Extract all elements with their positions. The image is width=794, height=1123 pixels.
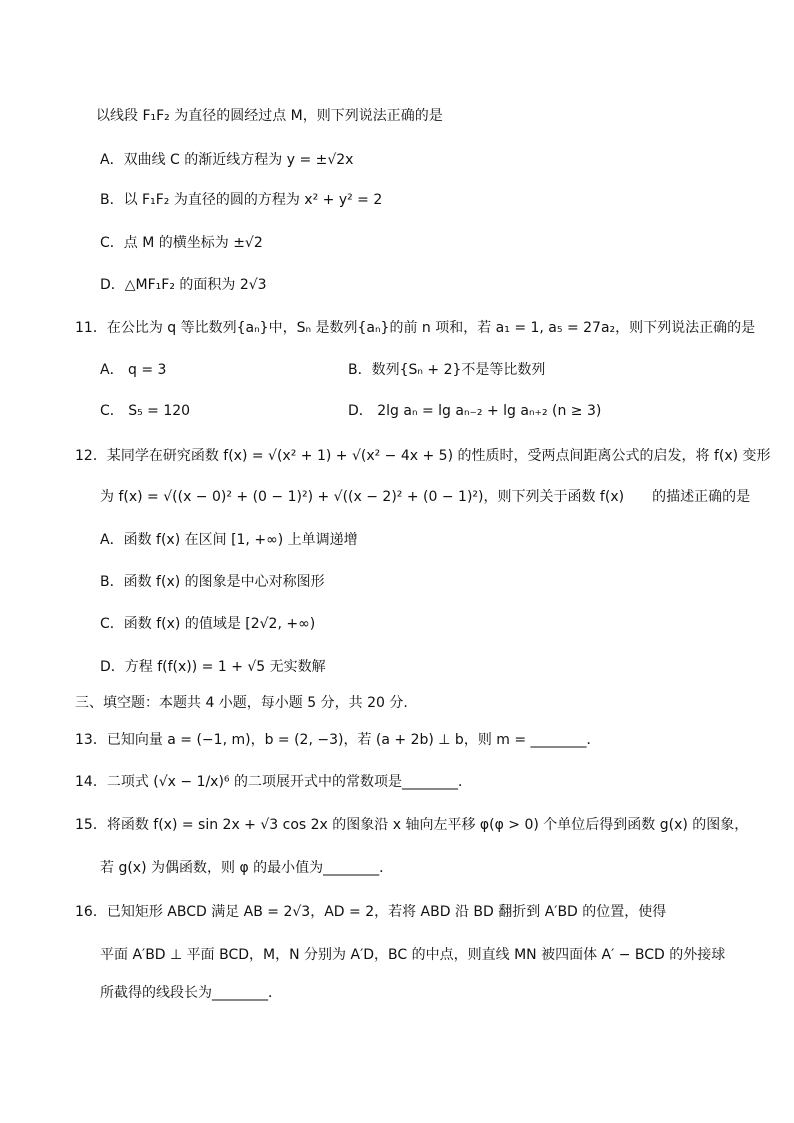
q12-stem-line1: 12．某同学在研究函数 f(x) = √(x² + 1) + √(x² − 4x + 5) 的性质时，受两点间距离公式的启发，将 f(x) 变形 [75,448,771,464]
q12-option-a: A．函数 f(x) 在区间 [1, +∞) 上单调递增 [100,532,358,548]
q12-option-d: D．方程 f(f(x)) = 1 + √5 无实数解 [100,659,326,675]
q11-option-a: A． q = 3 [100,362,167,378]
q11-option-b: B．数列{Sₙ + 2}不是等比数列 [348,362,546,378]
q14: 14．二项式 (√x − 1/x)⁶ 的二项展开式中的常数项是________． [75,774,472,790]
section-heading-fill-in: 三、填空题：本题共 4 小题，每小题 5 分，共 20 分. [75,695,408,711]
q10-stem-continued: 以线段 F₁F₂ 为直径的圆经过点 M，则下列说法正确的是 [96,108,443,124]
q12-option-c: C．函数 f(x) 的值域是 [2√2, +∞) [100,616,316,632]
q15-line1: 15．将函数 f(x) = sin 2x + √3 cos 2x 的图象沿 x 轴向左平移 φ(φ > 0) 个单位后得到函数 g(x) 的图象， [75,817,749,833]
q16-line2: 平面 A′BD ⊥ 平面 BCD，M，N 分别为 A′D，BC 的中点，则直线 MN 被四面体 A′ − BCD 的外接球 [100,947,726,963]
q10-option-b: B．以 F₁F₂ 为直径的圆的方程为 x² + y² = 2 [100,192,383,208]
q13: 13．已知向量 a = (−1, m)，b = (2, −3)，若 (a + 2b) ⊥ b，则 m = ________． [75,732,601,748]
q12-stem-line2: 为 f(x) = √((x − 0)² + (0 − 1)²) + √((x − 2)² + (0 − 1)²)，则下列关于函数 f(x) 的描述正确的是 [100,489,751,505]
q15-line2: 若 g(x) 为偶函数，则 φ 的最小值为________． [100,860,394,876]
q12-option-b: B．函数 f(x) 的图象是中心对称图形 [100,574,325,590]
q16-line1: 16．已知矩形 ABCD 满足 AB = 2√3，AD = 2，若将 ABD 沿 BD 翻折到 A′BD 的位置，使得 [75,904,667,920]
q10-option-a: A．双曲线 C 的渐近线方程为 y = ±√2x [100,152,354,168]
q11-option-c: C． S₅ = 120 [100,403,191,419]
q11-option-d: D． 2lg aₙ = lg aₙ₋₂ + lg aₙ₊₂ (n ≥ 3) [348,403,602,419]
q16-line3: 所截得的线段长为________． [100,985,282,1001]
q10-option-d: D．△MF₁F₂ 的面积为 2√3 [100,277,267,293]
q10-option-c: C．点 M 的横坐标为 ±√2 [100,235,263,251]
q11-stem: 11．在公比为 q 等比数列{aₙ}中，Sₙ 是数列{aₙ}的前 n 项和，若 a₁ = 1, a₅ = 27a₂，则下列说法正确的是 [75,320,756,336]
